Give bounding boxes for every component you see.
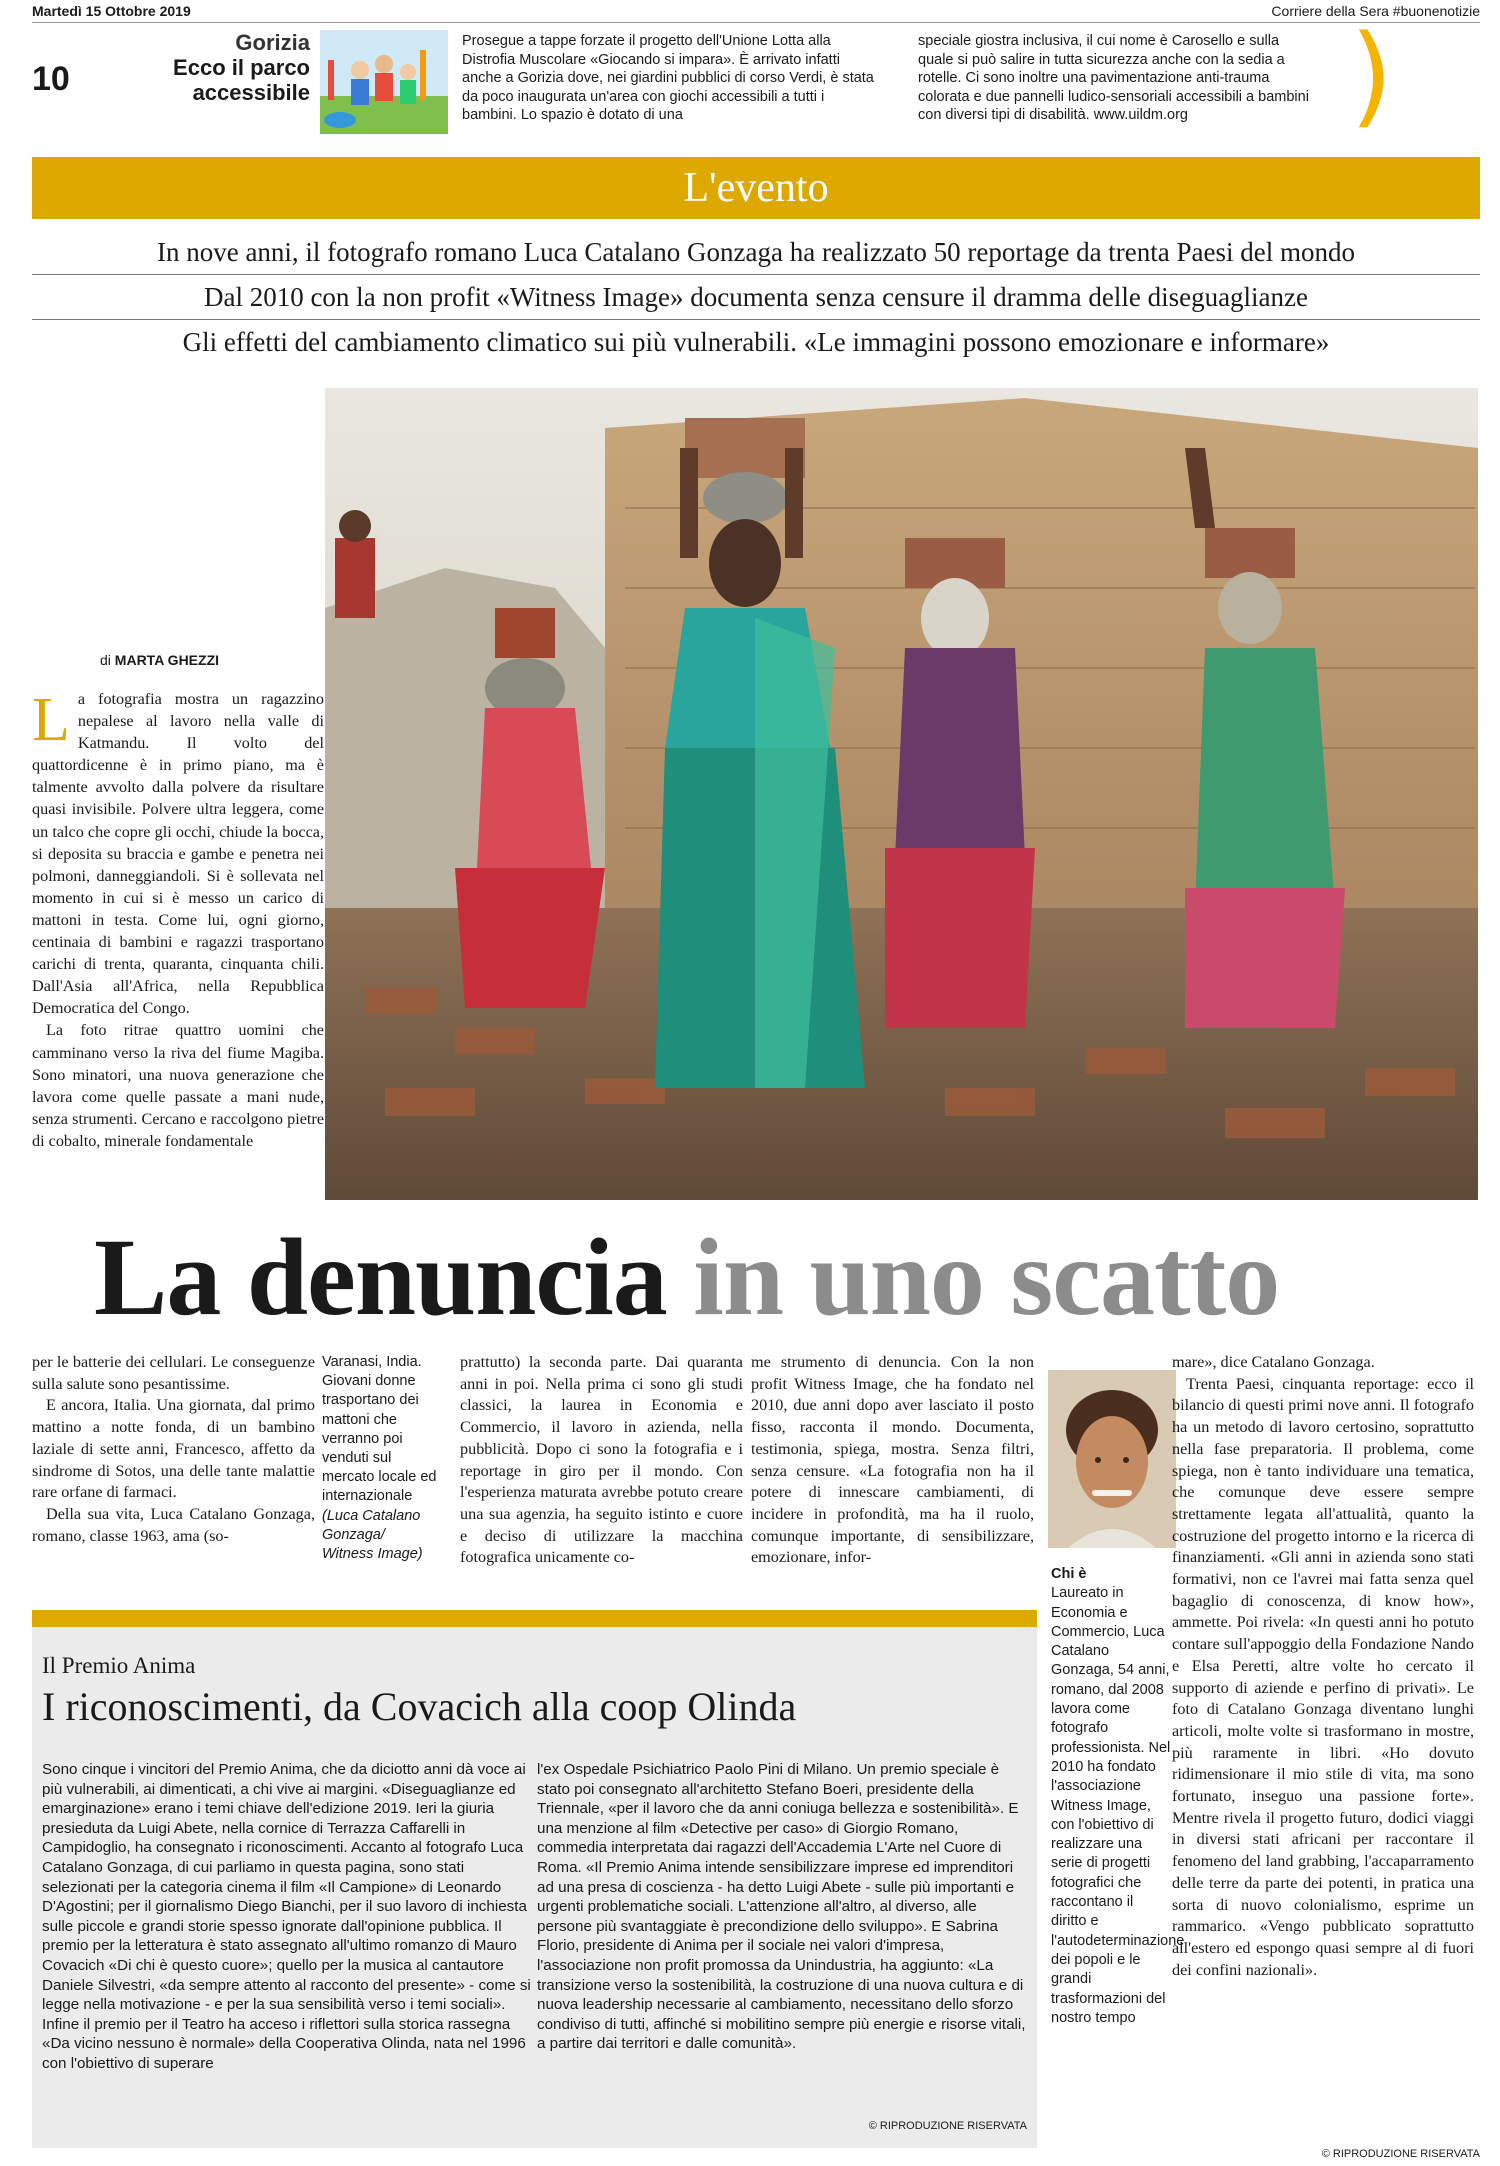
- body-column-1: [32, 1352, 315, 1547]
- brief-title: [110, 30, 310, 105]
- summary-line: Dal 2010 con la non profit «Witness Image» documenta senza censure il dramma delle diseguaglianze: [32, 275, 1480, 320]
- profile-text: Laureato in Economia e Commercio, Luca Catalano Gonzaga, 54 anni, romano, dal 2008 lavora come fotografo professionista. Nel 2010 ha fondato l'associazione Witness Image, con l'obiettivo di realizzare una serie di progetti fotografici che raccontano il diritto e l'autodeterminazione dei popoli e le grandi trasformazioni del nostro tempo: [1051, 1585, 1185, 2026]
- lead-paragraph: a fotografia mostra un ragazzino nepalese al lavoro nella valle di Katmandu. Il volto del quattordicenne è in primo piano, ma è talmente avvolto dalla polvere da risultare quasi invisibile. Polvere ultra leggera, come un talco che copre gli occhi, chiude la bocca, si deposita su braccia e gambe e penetra nei polmoni, danneggiandoli. Si è sollevata nel momento in cui si è messo un carico di mattoni in testa. Come lui, ogni giorno, centinaia di bambini e ragazzi trasportano carichi di trenta, quaranta, cinquanta chili. Dall'Asia all'Africa, nella Repubblica Democratica del Congo.: [32, 690, 324, 1018]
- body-paragraph: E ancora, Italia. Una giornata, dal primo mattino a notte fonda, di un bambino laziale di sette anni, Francesco, affetto da sindrome di Sotos, una delle tante malattie rare orfane di farmaci.: [32, 1396, 315, 1502]
- lead-paragraph: La foto ritrae quattro uomini che camminano verso la riva del fiume Magiba. Sono minatori, una nuova generazione che lavora come quelle passate a mani nude, senza strumenti. Cercano e raccolgono pietre di cobalto, minerale fondamentale: [32, 1021, 324, 1150]
- premio-rights: © RIPRODUZIONE RISERVATA: [868, 2120, 1027, 2132]
- playground-photo: [320, 30, 448, 134]
- closing-paren-ornament: ): [1350, 11, 1393, 139]
- profile-box: [1051, 1565, 1185, 2028]
- lead-column: [32, 688, 324, 1152]
- body-paragraph: per le batterie dei cellulari. Le conseguenze sulla salute sono pesantissime.: [32, 1353, 315, 1393]
- body-paragraph: me strumento di denuncia. Con la non profit Witness Image, che ha fondato nel 2010, due anni dopo aver lasciato il posto fisso, racconta il mondo. Documenta, testimonia, spiega, mostra. Senza filtri, senza censure. «La fotografia non ha il potere di innescare cambiamenti, di incidere in profondità, ma ha il ruolo, comunque importante, di sensibilizzare, emozionare, infor-: [751, 1353, 1034, 1567]
- page-number: 10: [32, 60, 70, 98]
- brief-title-line: Gorizia: [235, 30, 310, 55]
- main-photo: [325, 388, 1478, 1200]
- body-column-4: [1172, 1352, 1474, 1981]
- premio-box: [32, 1610, 1037, 2148]
- body-column-2: [460, 1352, 743, 1569]
- summary-line: In nove anni, il fotografo romano Luca Catalano Gonzaga ha realizzato 50 reportage da trenta Paesi del mondo: [32, 230, 1480, 275]
- author-portrait: [1048, 1370, 1176, 1548]
- body-paragraph: mare», dice Catalano Gonzaga.: [1172, 1353, 1375, 1371]
- premio-column-1: Sono cinque i vincitori del Premio Anima, che da diciotto anni dà voce ai più vulnerabili, ai dimenticati, a chi vive ai margini. «Diseguaglianze ed emarginazione» erano i temi chiave dell'edizione 2019. Ieri la giuria presieduta da Luigi Abete, nella cornice di Terrazza Caffarelli in Campidoglio, ha consegnato i riconoscimenti. Accanto al fotografo Luca Catalano Gonzaga, di cui parliamo in questa pagina, sono stati selezionati per la categoria cinema il film «Il Campione» di Leonardo D'Agostini; per il giornalismo Diego Bianchi, per il suo lavoro di inchiesta sulle piccole e grandi storie spesso ignorate dall'opinione pubblica. Il premio per la letteratura è stato assegnato all'ultimo romanzo di Mauro Covacich «Di chi è questo cuore»; quello per la musica al cantautore Daniele Silvestri, «da sempre attento al racconto del presente» - come si legge nella motivazione - e per la sua sensibilità verso i temi sociali». Infine il premio per il Teatro ha acceso i riflettori sulla storica rassegna «Da vicino nessuno è normale» della Cooperativa Olinda, nata nel 1996 con l'obiettivo di superare: [42, 1761, 531, 2072]
- dropcap: L: [32, 686, 70, 754]
- rights-notice: © RIPRODUZIONE RISERVATA: [1321, 2148, 1480, 2160]
- headline-light: in uno scatto: [693, 1216, 1280, 1338]
- byline-prefix: di: [100, 652, 111, 668]
- summary: [32, 230, 1480, 364]
- brief-text-col1: Prosegue a tappe forzate il progetto dell'Unione Lotta alla Distrofia Muscolare «Giocando si impara». È arrivato infatti anche a Gorizia dove, nei giardini pubblici di corso Verdi, è stata da poco inaugurata un'area con giochi accessibili a tutti i bambini. Lo spazio è dotato di una: [462, 33, 874, 124]
- brief-text-col2: speciale giostra inclusiva, il cui nome è Carosello e sulla quale si può salire in tutta sicurezza anche con la sedia a rotelle. Ci sono inoltre una pavimentazione anti-trauma colorata e due pannelli ludico-sensoriali accessibili a bambini con diversi tipi di disabilità. www.uildm.org: [918, 33, 1309, 124]
- premio-title: I riconoscimenti, da Covacich alla coop Olinda: [42, 1684, 797, 1729]
- top-divider: [32, 22, 1480, 23]
- section-banner: L'evento: [32, 157, 1480, 219]
- photo-caption: [322, 1353, 440, 1564]
- premio-accent-bar: [32, 1610, 1037, 1627]
- byline: [100, 652, 219, 668]
- brief-title-line: accessibile: [192, 80, 310, 105]
- headline: [94, 1216, 1280, 1338]
- body-paragraph: Della sua vita, Luca Catalano Gonzaga, romano, classe 1963, ama (so-: [32, 1504, 315, 1545]
- byline-author: MARTA GHEZZI: [114, 652, 220, 668]
- premio-kicker: Il Premio Anima: [42, 1653, 196, 1678]
- brief-title-line: Ecco il parco: [173, 55, 310, 80]
- body-paragraph: prattutto) la seconda parte. Dai quaranta anni in poi. Nella prima ci sono gli studi classici, la laurea in Economia e Commercio, il lavoro in azienda, nella pubblicità. Dopo ci sono la fotografia e i reportage in giro per il mondo. Con l'esperienza maturata avrebbe potuto creare una sua agenzia, ha seguito istinto e cuore e deciso di utilizzare la macchina fotografica unicamente co-: [460, 1353, 743, 1567]
- body-paragraph: Trenta Paesi, cinquanta reportage: ecco il bilancio di questi primi nove anni. Il fotografo ha un metodo di lavoro certosino, soprattutto nella fase preparatoria. Il problema, come spiega, non è tanto individuare una tematica, che comunque deve essere sempre strettamente legata all'attualità, quanto la costruzione del progetto intorno e la ricerca di finanziamenti. «Gli anni in azienda sono stati formativi, non ce l'avrei mai fatta senza quel bagaglio di conoscenza, di know how», ammette. Poi rivela: «In questi anni ho potuto contare sull'appoggio della Fondazione Nando e Elsa Peretti, altre volte ho cercato il supporto di aziende e perfino di privati». Le foto di Catalano Gonzaga diventano lunghi articoli, molte volte si trasformano in mostre, più raramente in libri. «Ho dovuto ridimensionare il mio stile di vita, ma sono fortunato, inseguo una passione forte». Mentre rivela il progetto futuro, dodici viaggi in diversi stati africani per raccontare il fenomeno del land grabbing, l'accaparramento delle terre da parte dei potenti, in pratica una sorta di nuovo colonialismo, esprime un rammarico. «Vengo pubblicato soprattutto all'estero ed espongo quasi sempre al di fuori dei confini nazionali».: [1172, 1374, 1474, 1979]
- body-column-3: [751, 1352, 1034, 1569]
- caption-credit: (Luca Catalano Gonzaga/ Witness Image): [322, 1507, 423, 1563]
- profile-label: Chi è: [1051, 1566, 1087, 1582]
- issue-date: Martedì 15 Ottobre 2019: [32, 3, 191, 19]
- caption-text: Varanasi, India. Giovani donne trasportano dei mattoni che verranno poi venduti sul mercato locale ed internazionale: [322, 1354, 437, 1505]
- masthead: Corriere della Sera #buonenotizie: [1271, 3, 1480, 19]
- summary-line: Gli effetti del cambiamento climatico sui più vulnerabili. «Le immagini possono emozionare e informare»: [182, 327, 1330, 357]
- premio-column-2: l'ex Ospedale Psichiatrico Paolo Pini di Milano. Un premio speciale è stato poi consegnato all'architetto Stefano Boeri, presidente della Triennale, «per il lavoro che da anni coniuga bellezza e sostenibilità». E una menzione al film «Detective per caso» di Giorgio Romano, commedia interpretata dai ragazzi dell'Accademia L'Arte nel Cuore di Roma. «Il Premio Anima intende sensibilizzare imprese ed imprenditori ad una presa di coscienza - ha detto Luigi Abete - sulle più importanti e urgenti problematiche sociali. L'attenzione all'altro, al diverso, alle persone più svantaggiate è precondizione dello sviluppo». E Sabrina Florio, presidente di Anima per il sociale nei valori d'impresa, l'associazione non profit promossa da Unindustria, ha aggiunto: «La transizione verso la sostenibilità, la costruzione di una nuova cultura e di nuova leadership necessarie al cambiamento, necessitano dello sforzo condiviso di tutti, affinché si mobilitino sempre più energie e risorse vitali, a partire dai territori e dalle comunità».: [537, 1761, 1026, 2053]
- headline-dark: La denuncia: [94, 1216, 667, 1338]
